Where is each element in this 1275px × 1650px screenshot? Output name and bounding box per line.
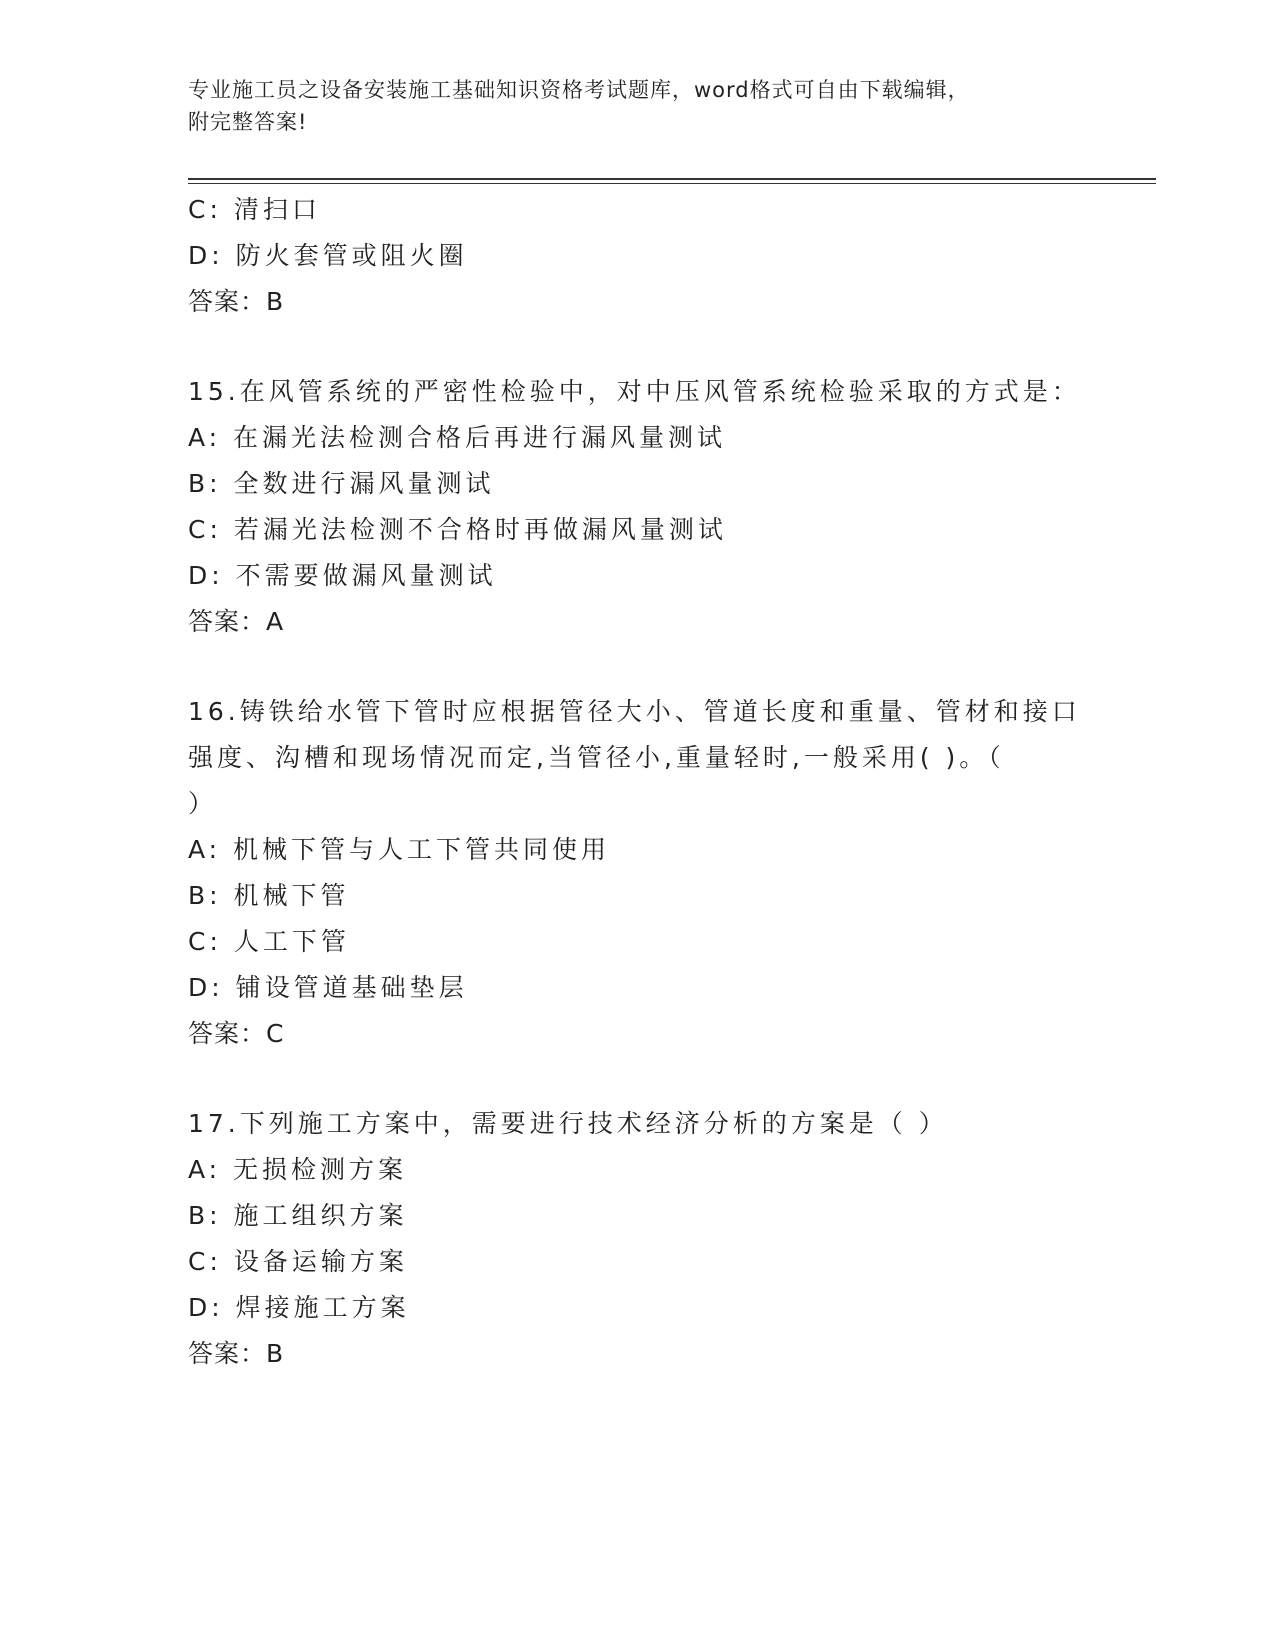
question-number: 15. bbox=[188, 377, 240, 406]
option-letter: C: bbox=[188, 195, 222, 224]
question-text bbox=[188, 1101, 1088, 1147]
question-15 bbox=[188, 369, 1088, 645]
answer-label: 答案： bbox=[188, 1339, 267, 1368]
header-line-1: 专业施工员之设备安装施工基础知识资格考试题库，word格式可自由下载编辑， bbox=[188, 78, 970, 102]
answer-label: 答案： bbox=[188, 287, 267, 316]
answer-label: 答案： bbox=[188, 607, 267, 636]
option-letter: D: bbox=[188, 241, 224, 270]
option-letter: C: bbox=[188, 927, 222, 956]
option-letter: D: bbox=[188, 973, 224, 1002]
header-line-2: 附完整答案! bbox=[188, 110, 308, 134]
answer bbox=[188, 1011, 1088, 1057]
option-a bbox=[188, 827, 1088, 873]
answer-value: B bbox=[266, 1339, 285, 1368]
option-letter: C: bbox=[188, 1247, 222, 1276]
option-text: 机械下管与人工下管共同使用 bbox=[233, 835, 611, 864]
option-text: 全数进行漏风量测试 bbox=[233, 469, 495, 498]
answer bbox=[188, 1331, 1088, 1377]
option-text: 设备运输方案 bbox=[233, 1247, 408, 1276]
answer-value: C bbox=[266, 1019, 285, 1048]
option-letter: A: bbox=[188, 1155, 222, 1184]
answer bbox=[188, 599, 1088, 645]
question-17 bbox=[188, 1101, 1088, 1377]
page-header bbox=[188, 74, 1088, 138]
option-letter: A: bbox=[188, 835, 222, 864]
question-number: 16. bbox=[188, 697, 240, 726]
option-text: 施工组织方案 bbox=[233, 1201, 408, 1230]
option-d bbox=[188, 233, 1088, 279]
answer-label: 答案： bbox=[188, 1019, 267, 1048]
option-text: 无损检测方案 bbox=[233, 1155, 408, 1184]
question-list bbox=[188, 187, 1088, 1377]
answer bbox=[188, 279, 1088, 325]
question-text bbox=[188, 689, 1088, 827]
option-a bbox=[188, 1147, 1088, 1193]
option-c bbox=[188, 919, 1088, 965]
question-line-3: ） bbox=[188, 789, 218, 818]
option-c bbox=[188, 507, 1088, 553]
option-text: 机械下管 bbox=[233, 881, 350, 910]
question-text bbox=[188, 369, 1088, 415]
option-text: 铺设管道基础垫层 bbox=[235, 973, 468, 1002]
option-letter: C: bbox=[188, 515, 222, 544]
question-line-1 bbox=[188, 689, 1088, 735]
option-c bbox=[188, 187, 1088, 233]
question-16 bbox=[188, 689, 1088, 1057]
header-divider-thick bbox=[188, 178, 1156, 180]
option-b bbox=[188, 873, 1088, 919]
option-text: 清扫口 bbox=[233, 195, 321, 224]
option-letter: B: bbox=[188, 1201, 222, 1230]
question-line: 在风管系统的严密性检验中，对中压风管系统检验采取的方式是： bbox=[239, 377, 1081, 406]
header-divider-thin bbox=[188, 183, 1156, 184]
option-letter: D: bbox=[188, 561, 224, 590]
option-letter: A: bbox=[188, 423, 222, 452]
option-b bbox=[188, 461, 1088, 507]
question-line-2: 强度、沟槽和现场情况而定,当管径小,重量轻时,一般采用( )。（ bbox=[188, 743, 1005, 772]
option-d bbox=[188, 553, 1088, 599]
question-number: 17. bbox=[188, 1109, 240, 1138]
answer-value: A bbox=[266, 607, 285, 636]
question-line: 下列施工方案中，需要进行技术经济分析的方案是（ ） bbox=[239, 1109, 948, 1138]
option-letter: D: bbox=[188, 1293, 224, 1322]
option-letter: B: bbox=[188, 881, 222, 910]
option-d bbox=[188, 1285, 1088, 1331]
option-d bbox=[188, 965, 1088, 1011]
option-text: 若漏光法检测不合格时再做漏风量测试 bbox=[233, 515, 727, 544]
option-letter: B: bbox=[188, 469, 222, 498]
answer-value: B bbox=[266, 287, 285, 316]
option-text: 不需要做漏风量测试 bbox=[235, 561, 497, 590]
option-text: 焊接施工方案 bbox=[235, 1293, 410, 1322]
option-c bbox=[188, 1239, 1088, 1285]
option-b bbox=[188, 1193, 1088, 1239]
option-a bbox=[188, 415, 1088, 461]
option-text: 在漏光法检测合格后再进行漏风量测试 bbox=[233, 423, 727, 452]
option-text: 防火套管或阻火圈 bbox=[235, 241, 468, 270]
question-line: 铸铁给水管下管时应根据管径大小、管道长度和重量、管材和接口 bbox=[239, 697, 1081, 726]
prev-question bbox=[188, 187, 1088, 325]
option-text: 人工下管 bbox=[233, 927, 350, 956]
